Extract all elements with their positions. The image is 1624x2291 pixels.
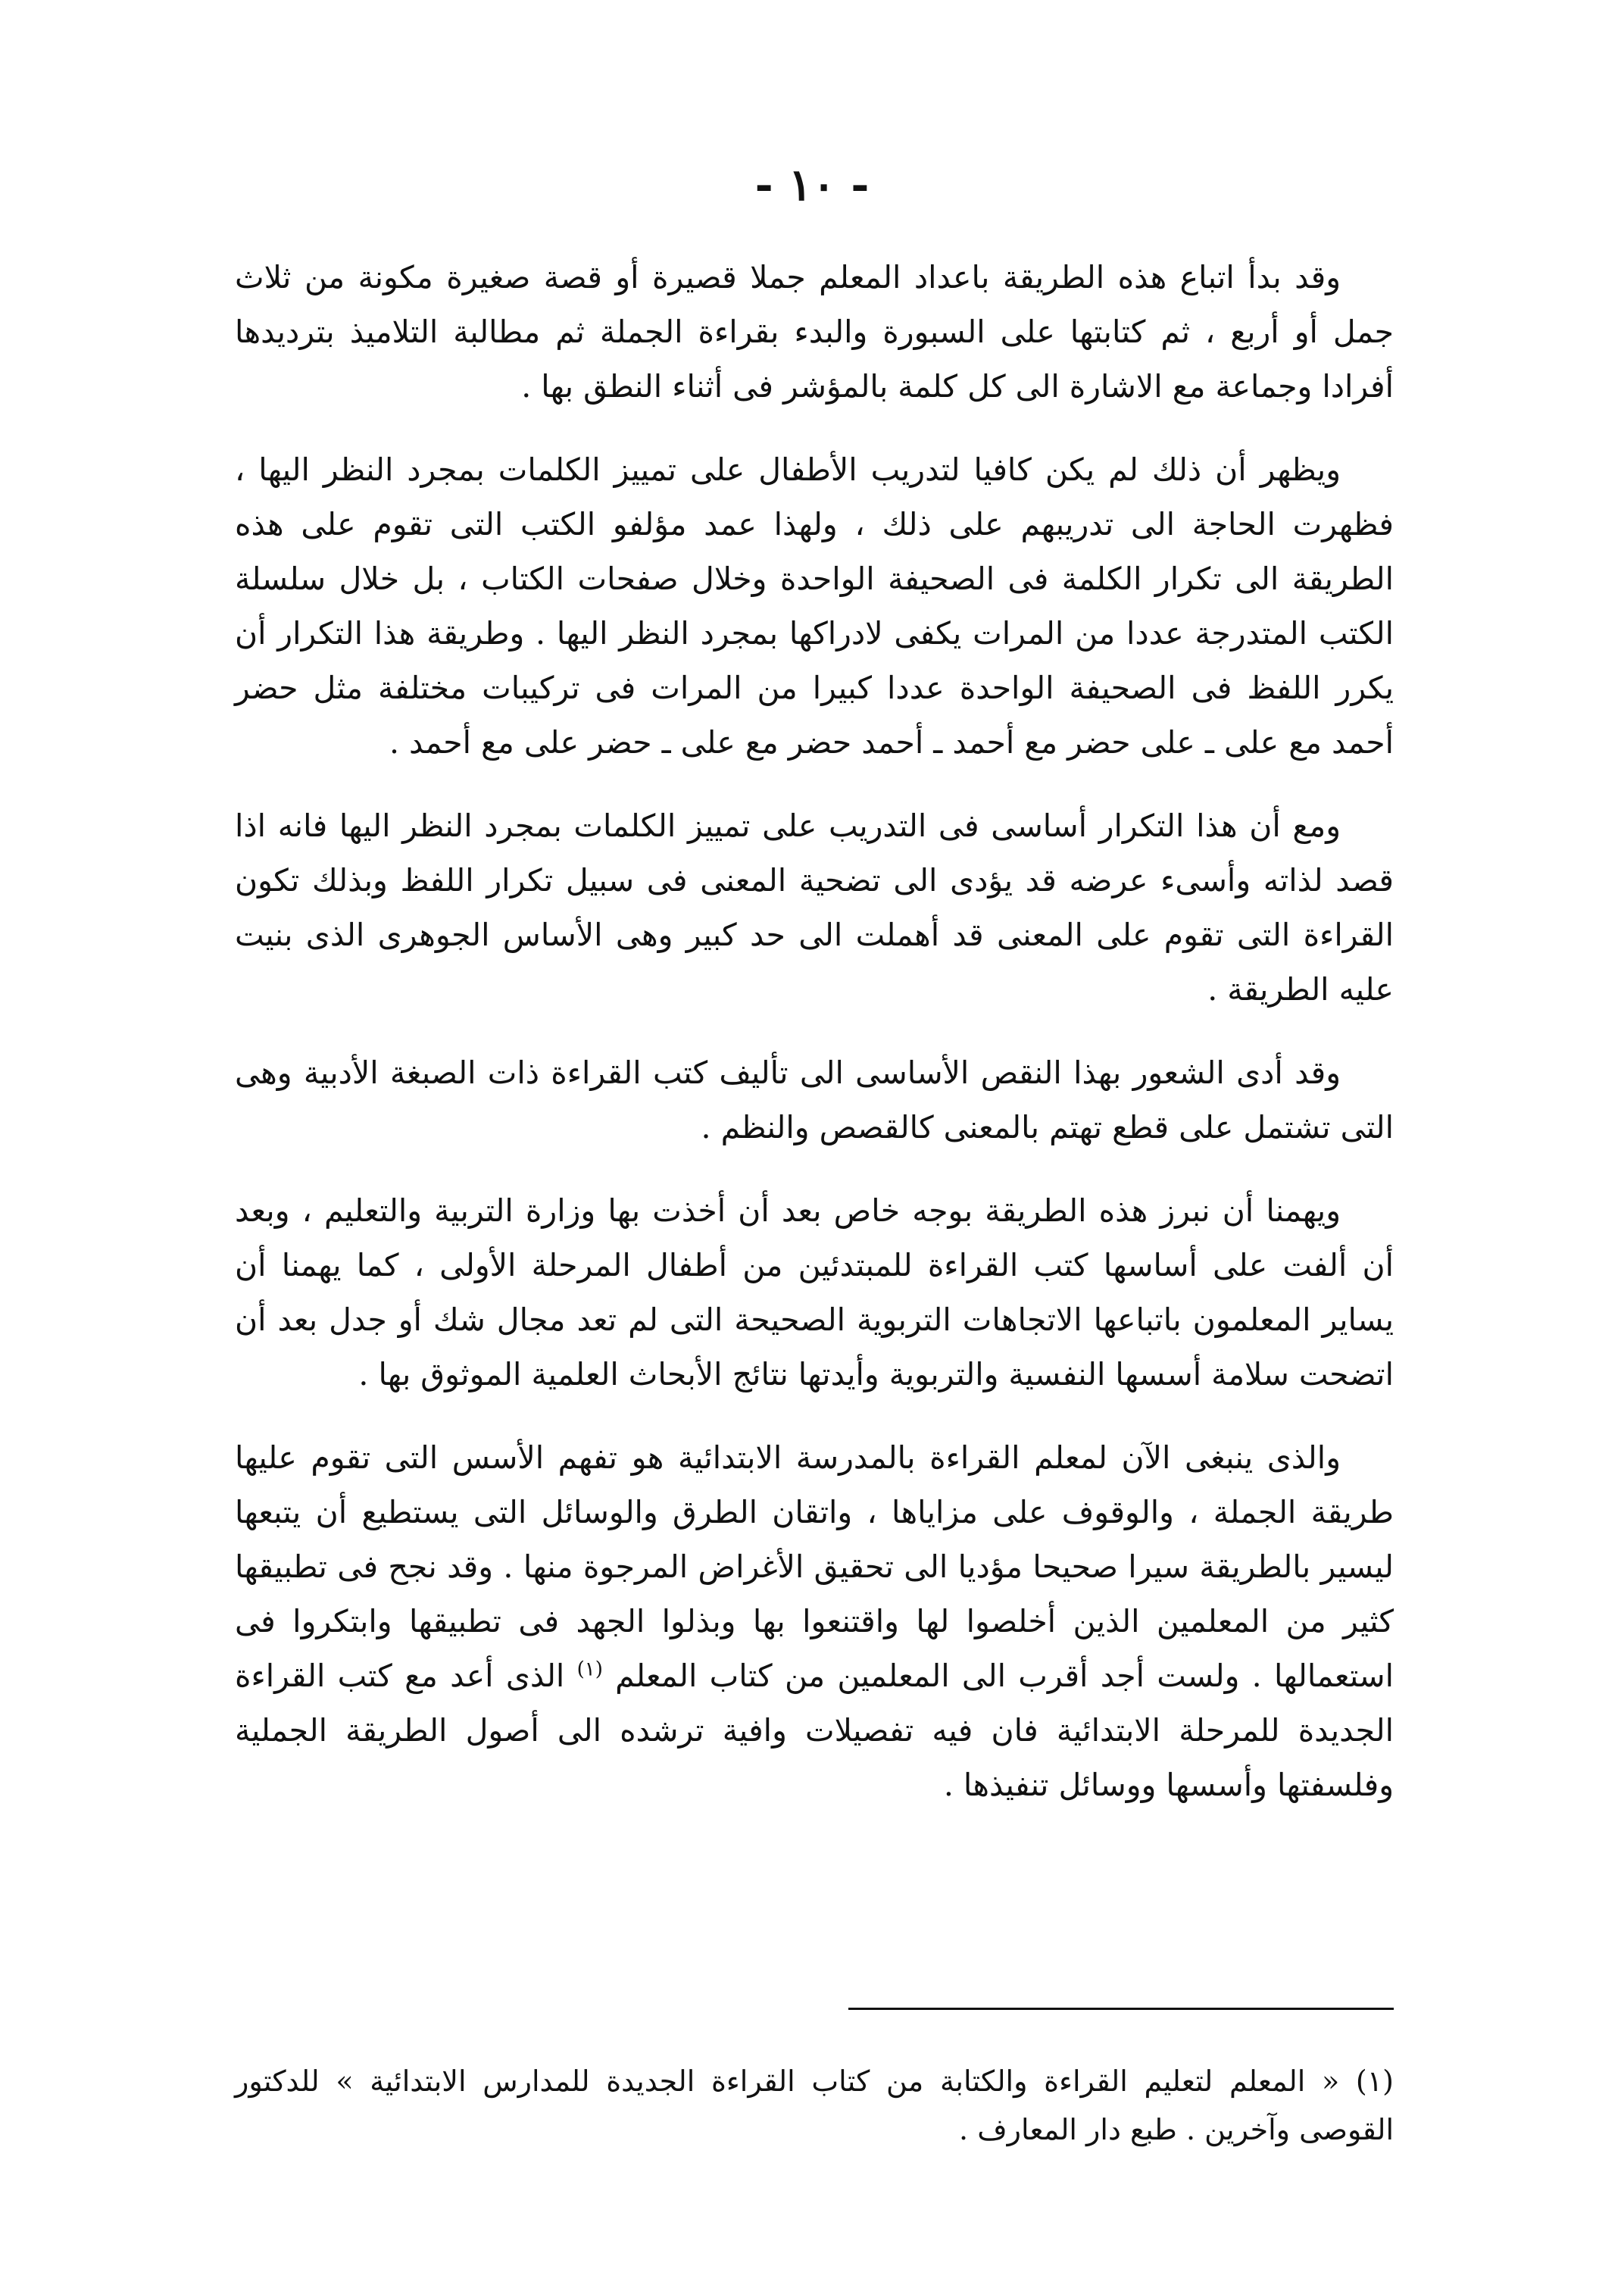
footnote-reference: (١) bbox=[576, 1658, 603, 1681]
footnote-divider bbox=[848, 2008, 1394, 2010]
paragraph-text: الذى أعد مع كتب القراءة الجديدة للمرحلة الابتدائية فان فيه تفصيلات وافية ترشده الى أصول الطريقة الجملية وفلسفتها وأسسها ووسائل تنفيذها . bbox=[235, 1658, 1394, 1803]
paragraph: وقد أدى الشعور بهذا النقص الأساسى الى تأليف كتب القراءة ذات الصبغة الأدبية وهى التى تشتمل على قطع تهتم بالمعنى كالقصص والنظم . bbox=[235, 1055, 1394, 1146]
footnotes bbox=[235, 2057, 1394, 2154]
footnote: (١) « المعلم لتعليم القراءة والكتابة من كتاب القراءة الجديدة للمدارس الابتدائية » للدكتور القوصى وآخرين . طبع دار المعارف . bbox=[235, 2064, 1394, 2146]
page-number: - ١٠ - bbox=[754, 159, 870, 211]
paragraph: ويظهر أن ذلك لم يكن كافيا لتدريب الأطفال على تمييز الكلمات بمجرد النظر اليها ، فظهرت الحاجة الى تدريبهم على ذلك ، ولهذا عمد مؤلفو الكتب التى تقوم على هذه الطريقة الى تكرار الكلمة فى الصحيفة الواحدة وخلال صفحات الكتاب ، بل خلال سلسلة الكتب المتدرجة عددا من المرات يكفى لادراكها بمجرد النظر اليها . وطريقة هذا التكرار أن يكرر اللفظ فى الصحيفة الواحدة عددا كبيرا من المرات فى تركيبات مختلفة مثل حضر أحمد مع على ـ على حضر مع أحمد ـ أحمد حضر مع على ـ حضر على مع أحمد . bbox=[235, 452, 1394, 761]
paragraph: وقد بدأ اتباع هذه الطريقة باعداد المعلم جملا قصيرة أو قصة صغيرة مكونة من ثلاث جمل أو أربع ، ثم كتابتها على السبورة والبدء بقراءة الجملة ثم مطالبة التلاميذ بترديدها أفرادا وجماعة مع الاشارة الى كل كلمة بالمؤشر فى أثناء النطق بها . bbox=[235, 259, 1394, 405]
paragraph: ومع أن هذا التكرار أساسى فى التدريب على تمييز الكلمات بمجرد النظر اليها فانه اذا قصد لذاته وأسىء عرضه قد يؤدى الى تضحية المعنى فى سبيل تكرار اللفظ وبذلك تكون القراءة التى تقوم على المعنى قد أهملت الى حد كبير وهى الأساس الجوهرى الذى بنيت عليه الطريقة . bbox=[235, 808, 1394, 1008]
paragraph: ويهمنا أن نبرز هذه الطريقة بوجه خاص بعد أن أخذت بها وزارة التربية والتعليم ، وبعد أن ألفت على أساسها كتب القراءة للمبتدئين من أطفال المرحلة الأولى ، كما يهمنا أن يساير المعلمون باتباعها الاتجاهات التربوية الصحيحة التى لم تعد مجال شك أو جدل بعد أن اتضحت سلامة أسسها النفسية والتربوية وأيدتها نتائج الأبحاث العلمية الموثوق بها . bbox=[235, 1192, 1394, 1392]
paragraph-with-footnote-ref bbox=[235, 1430, 1394, 1812]
paragraph-text: والذى ينبغى الآن لمعلم القراءة بالمدرسة الابتدائية هو تفهم الأسس التى تقوم عليها طريقة الجملة ، والوقوف على مزاياها ، واتقان الطرق والوسائل التى يستطيع أن يتبعها ليسير بالطريقة سيرا صحيحا مؤديا الى تحقيق الأغراض المرجوة منها . وقد نجح فى تطبيقها كثير من المعلمين الذين أخلصوا لها واقتنعوا بها وبذلوا الجهد فى تطبيقها وابتكروا فى استعمالها . ولست أجد أقرب الى المعلمين من كتاب المعلم bbox=[235, 1439, 1394, 1694]
body-text bbox=[235, 250, 1394, 1841]
